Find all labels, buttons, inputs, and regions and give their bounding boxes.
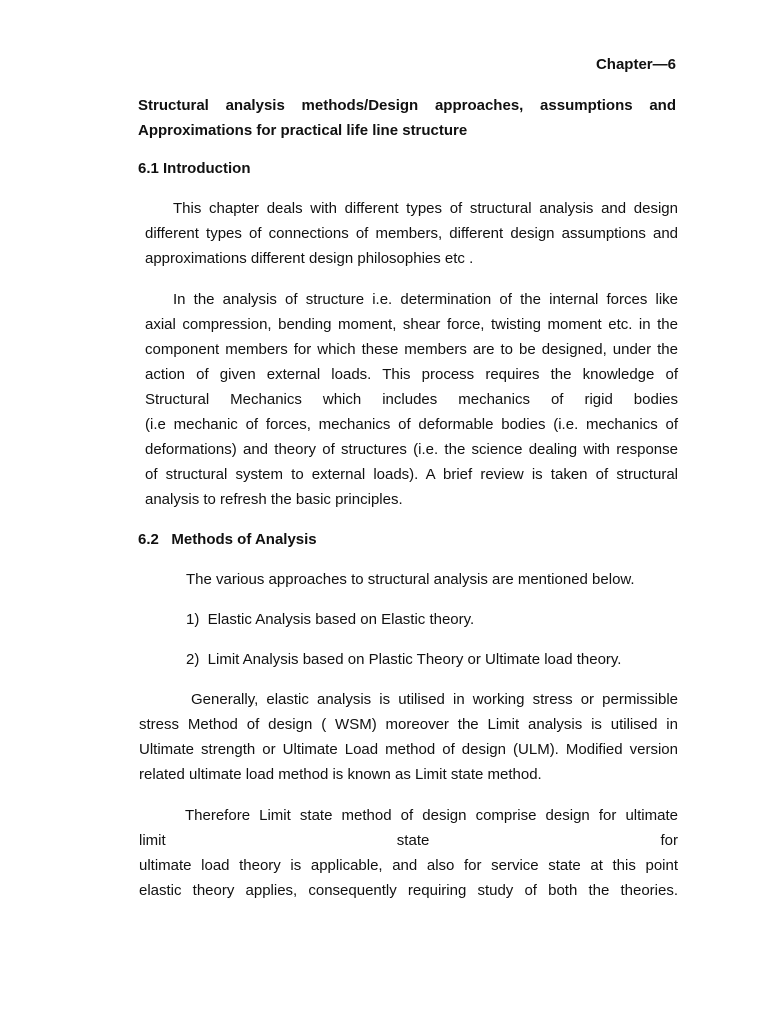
paragraph-line: Therefore Limit state method of design comprise design for ultimate — [185, 807, 678, 824]
paragraph-line: Ultimate strength or Ultimate Load method of design (ULM). Modified version — [139, 741, 678, 758]
methods-list-item: 2) Limit Analysis based on Plastic Theory or Ultimate load theory. — [186, 651, 622, 668]
paragraph-line: analysis to refresh the basic principles. — [145, 491, 403, 508]
paragraph-line: related ultimate load method is known as Limit state method. — [139, 766, 542, 783]
methods-intro-line: The various approaches to structural analysis are mentioned below. — [186, 571, 635, 588]
section-heading-methods: 6.2 Methods of Analysis — [138, 531, 317, 548]
paragraph-line: of structural system to external loads). A brief review is taken of structural — [145, 466, 678, 483]
paragraph-line: Generally, elastic analysis is utilised in working stress or permissible — [191, 691, 678, 708]
paragraph-line: In the analysis of structure i.e. determination of the internal forces like — [173, 291, 678, 308]
paragraph-line: elastic theory applies, consequently requiring study of both the theories. — [139, 882, 678, 899]
intro-paragraph-2 — [145, 287, 678, 512]
chapter-label: Chapter—6 — [595, 56, 676, 73]
methods-paragraph-1 — [139, 687, 678, 787]
paragraph-line: limit state for — [139, 832, 678, 849]
paragraph-line: stress Method of design ( WSM) moreover the Limit analysis is utilised in — [139, 716, 678, 733]
chapter-title-line-2: Approximations for practical life line structure — [138, 122, 468, 139]
paragraph-line: deformations) and theory of structures (i.e. the science dealing with response — [145, 441, 678, 458]
paragraph-line: (i.e mechanic of forces, mechanics of deformable bodies (i.e. mechanics of — [145, 416, 678, 433]
chapter-title — [138, 93, 676, 143]
paragraph-line: axial compression, bending moment, shear force, twisting moment etc. in the — [145, 316, 678, 333]
chapter-title-line-1: Structural analysis methods/Design approaches, assumptions and — [138, 97, 676, 114]
paragraph-line: approximations different design philosophies etc . — [145, 250, 474, 267]
paragraph-line: ultimate load theory is applicable, and also for service state at this point — [139, 857, 678, 874]
methods-paragraph-2 — [139, 803, 678, 903]
paragraph-line: This chapter deals with different types of structural analysis and design — [173, 200, 678, 217]
intro-paragraph-1 — [145, 196, 678, 271]
methods-list-item: 1) Elastic Analysis based on Elastic theory. — [186, 611, 475, 628]
paragraph-line: action of given external loads. This process requires the knowledge of — [145, 366, 678, 383]
section-heading-introduction: 6.1 Introduction — [138, 160, 251, 177]
paragraph-line: Structural Mechanics which includes mechanics of rigid bodies — [145, 391, 678, 408]
paragraph-line: different types of connections of members, different design assumptions and — [145, 225, 678, 242]
paragraph-line: component members for which these members are to be designed, under the — [145, 341, 678, 358]
